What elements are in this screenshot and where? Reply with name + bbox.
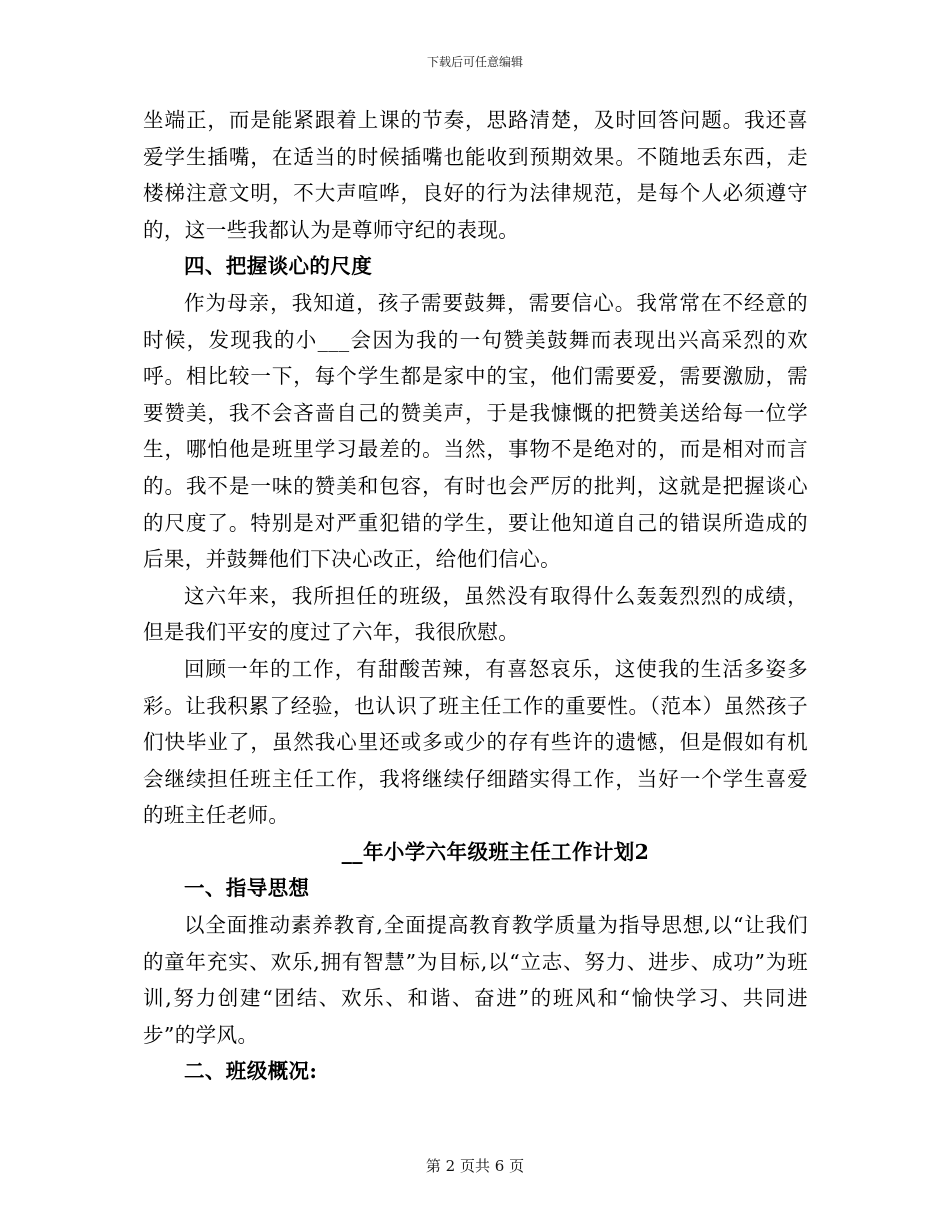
header-note: 下载后可任意编辑 <box>426 55 523 69</box>
paragraph-discipline: 坐端正，而是能紧跟着上课的节奏，思路清楚，及时回答问题。我还喜爱学生插嘴，在适当的时候插嘴也能收到预期效果。不随地丢东西，走楼梯注意文明，不大声喧哗，良好的行为法律规范，是每个人必须遵守的，这一些我都认为是尊师守纪的表现。 <box>143 108 808 242</box>
paragraph-six-years: 这六年来，我所担任的班级，虽然没有取得什么轰轰烈烈的成绩，但是我们平安的度过了六年，我很欣慰。 <box>143 583 808 645</box>
page-number: 第 2 页共 6 页 <box>425 1157 525 1175</box>
paragraph-praise: 作为母亲，我知道，孩子需要鼓舞，需要信心。我常常在不经意的时候，发现我的小___会因为我的一句赞美鼓舞而表现出兴高采烈的欢呼。相比较一下，每个学生都是家中的宝，他们需要爱，需要激励，需要赞美，我不会吝啬自己的赞美声，于是我慷慨的把赞美送给每一位学生，哪怕他是班里学习最差的。当然，事物不是绝对的，而是相对而言的。我不是一味的赞美和包容，有时也会严厉的批判，这就是把握谈心的尺度了。特别是对严重犯错的学生，要让他知道自己的错误所造成的后果，并鼓舞他们下决心改正，给他们信心。 <box>143 290 808 572</box>
plan-title: __年小学六年级班主任工作计划2 <box>341 839 650 864</box>
paragraph-guiding-idea: 以全面推动素养教育,全面提高教育教学质量为指导思想,以“让我们的童年充实、欢乐,拥有智慧”为目标,以“立志、努力、进步、成功”为班训,努力创建“团结、欢乐、和谐、奋进”的班风和“愉快学习、共同进步”的学风。 <box>143 913 808 1047</box>
paragraph-review: 回顾一年的工作，有甜酸苦辣，有喜怒哀乐，这使我的生活多姿多彩。让我积累了经验，也认识了班主任工作的重要性。（范本）虽然孩子们快毕业了，虽然我心里还或多或少的存有些许的遗憾，但是假如有机会继续担任班主任工作，我将继续仔细踏实得工作，当好一个学生喜爱的班主任老师。 <box>143 656 808 828</box>
section-heading-talk-scale: 四、把握谈心的尺度 <box>184 254 373 279</box>
section-heading-guiding-idea: 一、指导思想 <box>184 876 310 901</box>
section-heading-class-overview: 二、班级概况: <box>184 1059 318 1084</box>
document-body <box>143 102 808 1090</box>
